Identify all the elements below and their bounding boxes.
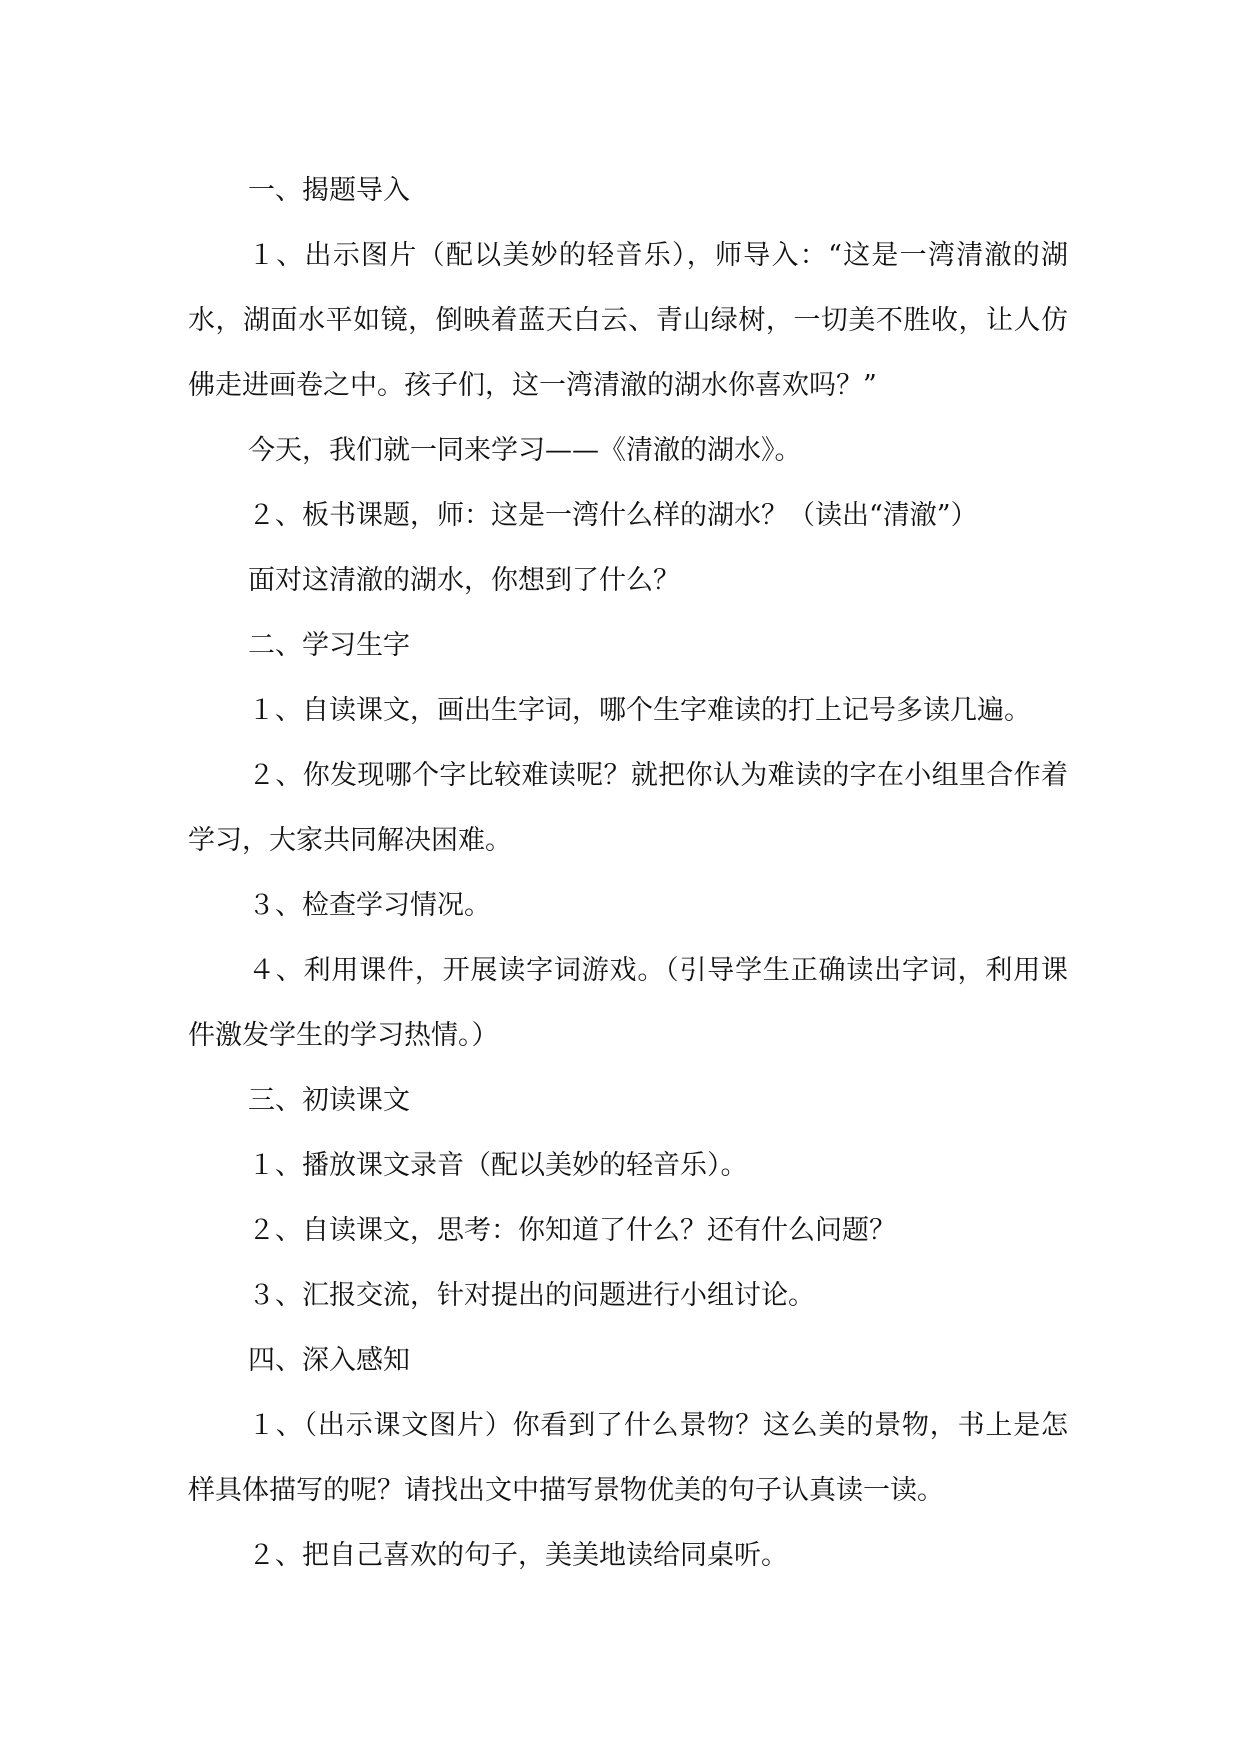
paragraph-1-1: １、出示图片（配以美妙的轻音乐），师导入：“这是一湾清澈的湖水，湖面水平如镜，倒映着蓝天白云、青山绿树，一切美不胜收，让人仿佛走进画卷之中。孩子们，这一湾清澈的湖水你喜欢吗？”: [188, 240, 1068, 401]
paragraph-2-2: ２、你发现哪个字比较难读呢？就把你认为难读的字在小组里合作着学习，大家共同解决困难。: [188, 760, 1068, 856]
paragraph-1-3: ２、板书课题，师：这是一湾什么样的湖水？（读出“清澈”）: [248, 500, 978, 531]
section-heading-2: 二、学习生字: [248, 630, 410, 661]
paragraph-3-2: ２、自读课文，思考：你知道了什么？还有什么问题？: [248, 1215, 896, 1246]
paragraph-3-1: １、播放课文录音（配以美妙的轻音乐）。: [248, 1150, 748, 1181]
paragraph-4-1: １、（出示课文图片）你看到了什么景物？这么美的景物，书上是怎样具体描写的呢？请找出文中描写景物优美的句子认真读一读。: [188, 1410, 1068, 1506]
paragraph-2-3: ３、检查学习情况。: [248, 890, 491, 921]
paragraph-4-2: ２、把自己喜欢的句子，美美地读给同桌听。: [248, 1540, 788, 1571]
paragraph-1-4: 面对这清澈的湖水，你想到了什么？: [248, 565, 680, 596]
paragraph-2-4: ４、利用课件，开展读字词游戏。（引导学生正确读出字词，利用课件激发学生的学习热情。）: [188, 955, 1068, 1051]
paragraph-1-2: 今天，我们就一同来学习——《清澈的湖水》。: [248, 435, 802, 466]
section-heading-1: 一、揭题导入: [248, 175, 410, 206]
paragraph-2-1: １、自读课文，画出生字词，哪个生字难读的打上记号多读几遍。: [248, 695, 1031, 726]
document-body: [188, 158, 1068, 1588]
section-heading-3: 三、初读课文: [248, 1085, 410, 1116]
paragraph-3-3: ３、汇报交流，针对提出的问题进行小组讨论。: [248, 1280, 815, 1311]
section-heading-4: 四、深入感知: [248, 1345, 410, 1376]
